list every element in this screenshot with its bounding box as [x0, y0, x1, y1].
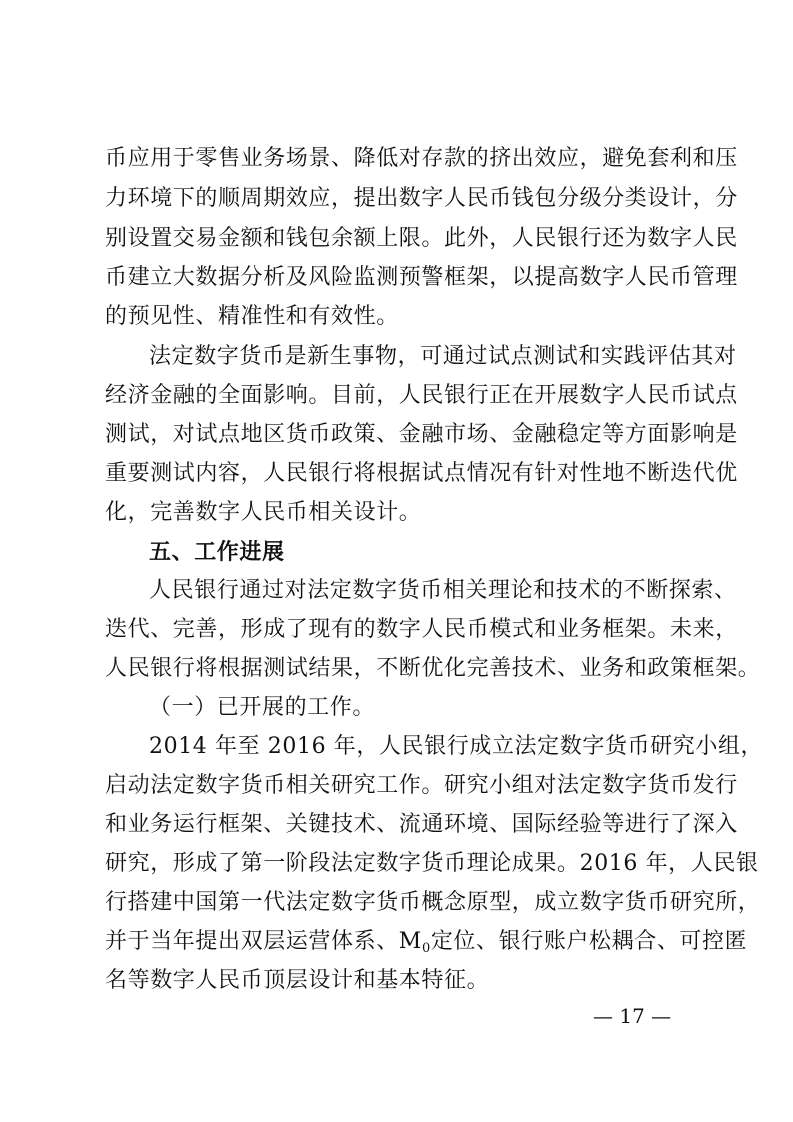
paragraph-line: 人民银行通过对法定数字货币相关理论和技术的不断探索、 [149, 578, 737, 603]
line-text: 定位、银行账户松耦合、可控匿 [430, 929, 748, 954]
paragraph-line: 币建立大数据分析及风险监测预警框架，以提高数字人民币管理 [105, 265, 738, 290]
section-heading: 五、工作进展 [149, 539, 285, 565]
paragraph-line: 的预见性、精准性和有效性。 [105, 304, 399, 329]
subscript: 0 [421, 941, 431, 956]
paragraph-line: 名等数字人民币顶层设计和基本特征。 [105, 968, 490, 993]
paragraph-line: 化，完善数字人民币相关设计。 [105, 500, 422, 525]
paragraph-line: 迭代、完善，形成了现有的数字人民币模式和业务框架。未来， [105, 617, 738, 642]
paragraph-line: 经济金融的全面影响。目前，人民银行正在开展数字人民币试点 [105, 383, 738, 408]
paragraph-line: 研究，形成了第一阶段法定数字货币理论成果。2016 年，人民银 [105, 851, 759, 876]
paragraph-line: 人民银行将根据测试结果，不断优化完善技术、业务和政策框架。 [105, 656, 761, 681]
paragraph-line: 力环境下的顺周期效应，提出数字人民币钱包分级分类设计，分 [105, 186, 738, 211]
paragraph-line: 测试，对试点地区货币政策、金融市场、金融稳定等方面影响是 [105, 422, 738, 447]
paragraph-line: 行搭建中国第一代法定数字货币概念原型，成立数字货币研究所， [105, 890, 761, 915]
paragraph-line: 别设置交易金额和钱包余额上限。此外，人民银行还为数字人民 [105, 226, 738, 251]
paragraph-line: 和业务运行框架、关键技术、流通环境、国际经验等进行了深入 [105, 812, 738, 837]
paragraph-line: 重要测试内容，人民银行将根据试点情况有针对性地不断迭代优 [105, 461, 738, 486]
paragraph-line: 法定数字货币是新生事物，可通过试点测试和实践评估其对 [149, 344, 737, 369]
paragraph-line [105, 922, 748, 962]
paragraph-line: 启动法定数字货币相关研究工作。研究小组对法定数字货币发行 [105, 773, 738, 798]
line-text: 并于当年提出双层运营体系、M [105, 929, 422, 954]
subsection-heading: （一）已开展的工作。 [149, 695, 376, 720]
page-number: — 17 — [593, 1004, 672, 1028]
paragraph-line: 币应用于零售业务场景、降低对存款的挤出效应，避免套利和压 [105, 146, 738, 171]
paragraph-line: 2014 年至 2016 年，人民银行成立法定数字货币研究小组， [149, 734, 764, 759]
